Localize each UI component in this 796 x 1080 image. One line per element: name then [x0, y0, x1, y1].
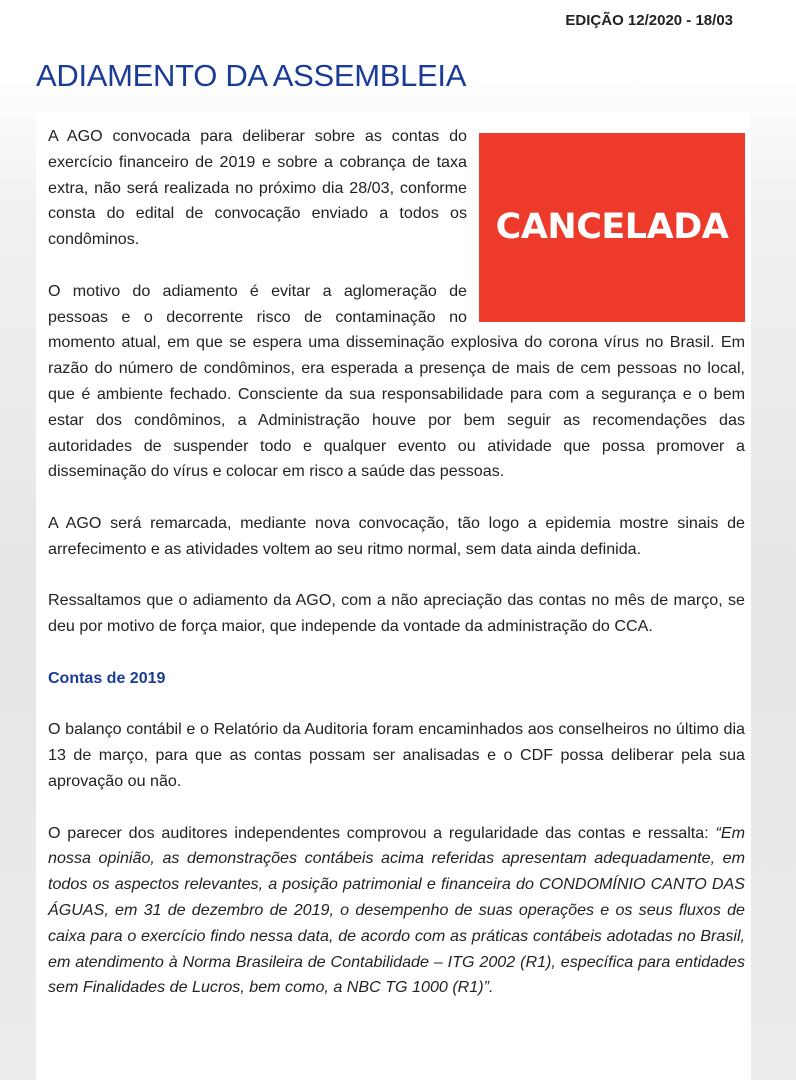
paragraph-2: O motivo do adiamento é evitar a aglomeração de pessoas e o decorrente risco de contaminação no momento atual, em que se espera uma disseminação explosiva do corona vírus no Brasil. Em razão do número de condôminos, era esperada a presença de mais de cem pessoas no local, que é ambiente fechado. Consciente da sua responsabilidade para com a segurança e o bem estar dos condôminos, a Administração houve por bem seguir as recomendações das autoridades de suspender todo e qualquer evento ou atividade que possa promover a disseminação do vírus e colocar em risco a saúde das pessoas.	[48, 281, 745, 481]
article-text	[48, 124, 745, 1027]
paragraph-6	[48, 821, 745, 1002]
paragraph-5: O balanço contábil e o Relatório da Auditoria foram encaminhados aos conselheiros no último dia 13 de março, para que as contas possam ser analisadas e o CDF possa deliberar pela sua aprovação ou não.	[48, 720, 745, 790]
paragraph-1: A AGO convocada para deliberar sobre as contas do exercício financeiro de 2019 e sobre a cobrança de taxa extra, não será realizada no próximo dia 28/03, conforme consta do edital de convocação enviado a todos os condôminos.	[48, 127, 467, 249]
section-heading: Contas de 2019	[48, 669, 166, 687]
cancelled-banner	[479, 133, 745, 322]
article-body	[36, 112, 751, 1080]
page-title: ADIAMENTO DA ASSEMBLEIA	[36, 58, 467, 93]
cancelled-banner-text: CANCELADA	[495, 206, 729, 247]
auditor-quote: “Em nossa opinião, as demonstrações contábeis acima referidas apresentam adequadamente, em todos os aspectos relevantes, a posição patrimonial e financeira do CONDOMÍNIO CANTO DAS ÁGUAS, em 31 de dezembro de 2019, o desempenho de suas operações e os seus fluxos de caixa para o exercício findo nessa data, de acordo com as práticas contábeis adotadas no Brasil, em atendimento à Norma Brasileira de Contabilidade – ITG 2002 (R1), específica para entidades sem Finalidades de Lucros, bem como, a NBC TG 1000 (R1)”.	[48, 823, 745, 997]
paragraph-4: Ressaltamos que o adiamento da AGO, com a não apreciação das contas no mês de março, se deu por motivo de força maior, que independe da vontade da administração do CCA.	[48, 591, 745, 636]
paragraph-6-intro: O parecer dos auditores independentes comprovou a regularidade das contas e ressalta:	[48, 823, 709, 842]
paragraph-3: A AGO será remarcada, mediante nova convocação, tão logo a epidemia mostre sinais de arrefecimento e as atividades voltem ao seu ritmo normal, sem data ainda definida.	[48, 513, 745, 558]
edition-label: EDIÇÃO 12/2020 - 18/03	[565, 12, 733, 29]
